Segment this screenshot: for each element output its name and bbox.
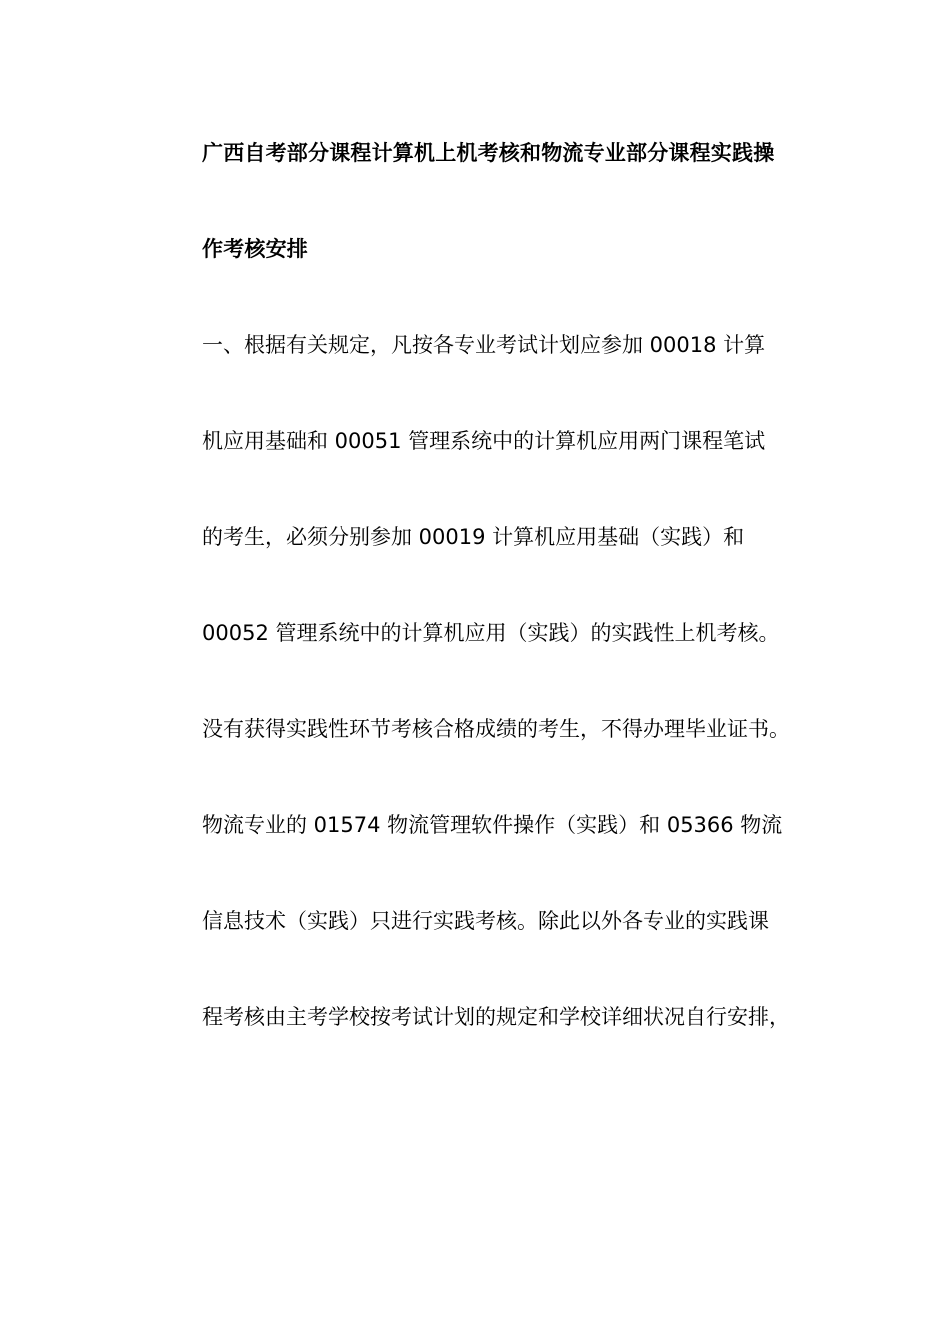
paragraph-line-3: 的考生，必须分别参加 00019 计算机应用基础（实践）和 xyxy=(202,525,745,549)
paragraph-line-4: 00052 管理系统中的计算机应用（实践）的实践性上机考核。 xyxy=(202,621,780,645)
paragraph-line-2: 机应用基础和 00051 管理系统中的计算机应用两门课程笔试 xyxy=(202,429,766,453)
document-title-line-2: 作考核安排 xyxy=(202,237,308,261)
document-title-line-1: 广西自考部分课程计算机上机考核和物流专业部分课程实践操 xyxy=(202,141,775,165)
paragraph-line-1: 一、根据有关规定，凡按各专业考试计划应参加 00018 计算 xyxy=(202,333,766,357)
paragraph-line-7: 信息技术（实践）只进行实践考核。除此以外各专业的实践课 xyxy=(202,909,769,933)
paragraph-line-6: 物流专业的 01574 物流管理软件操作（实践）和 05366 物流 xyxy=(202,813,783,837)
paragraph-line-5: 没有获得实践性环节考核合格成绩的考生，不得办理毕业证书。 xyxy=(202,717,790,741)
paragraph-line-8: 程考核由主考学校按考试计划的规定和学校详细状况自行安排， xyxy=(202,1005,790,1029)
document-body xyxy=(202,118,842,1074)
